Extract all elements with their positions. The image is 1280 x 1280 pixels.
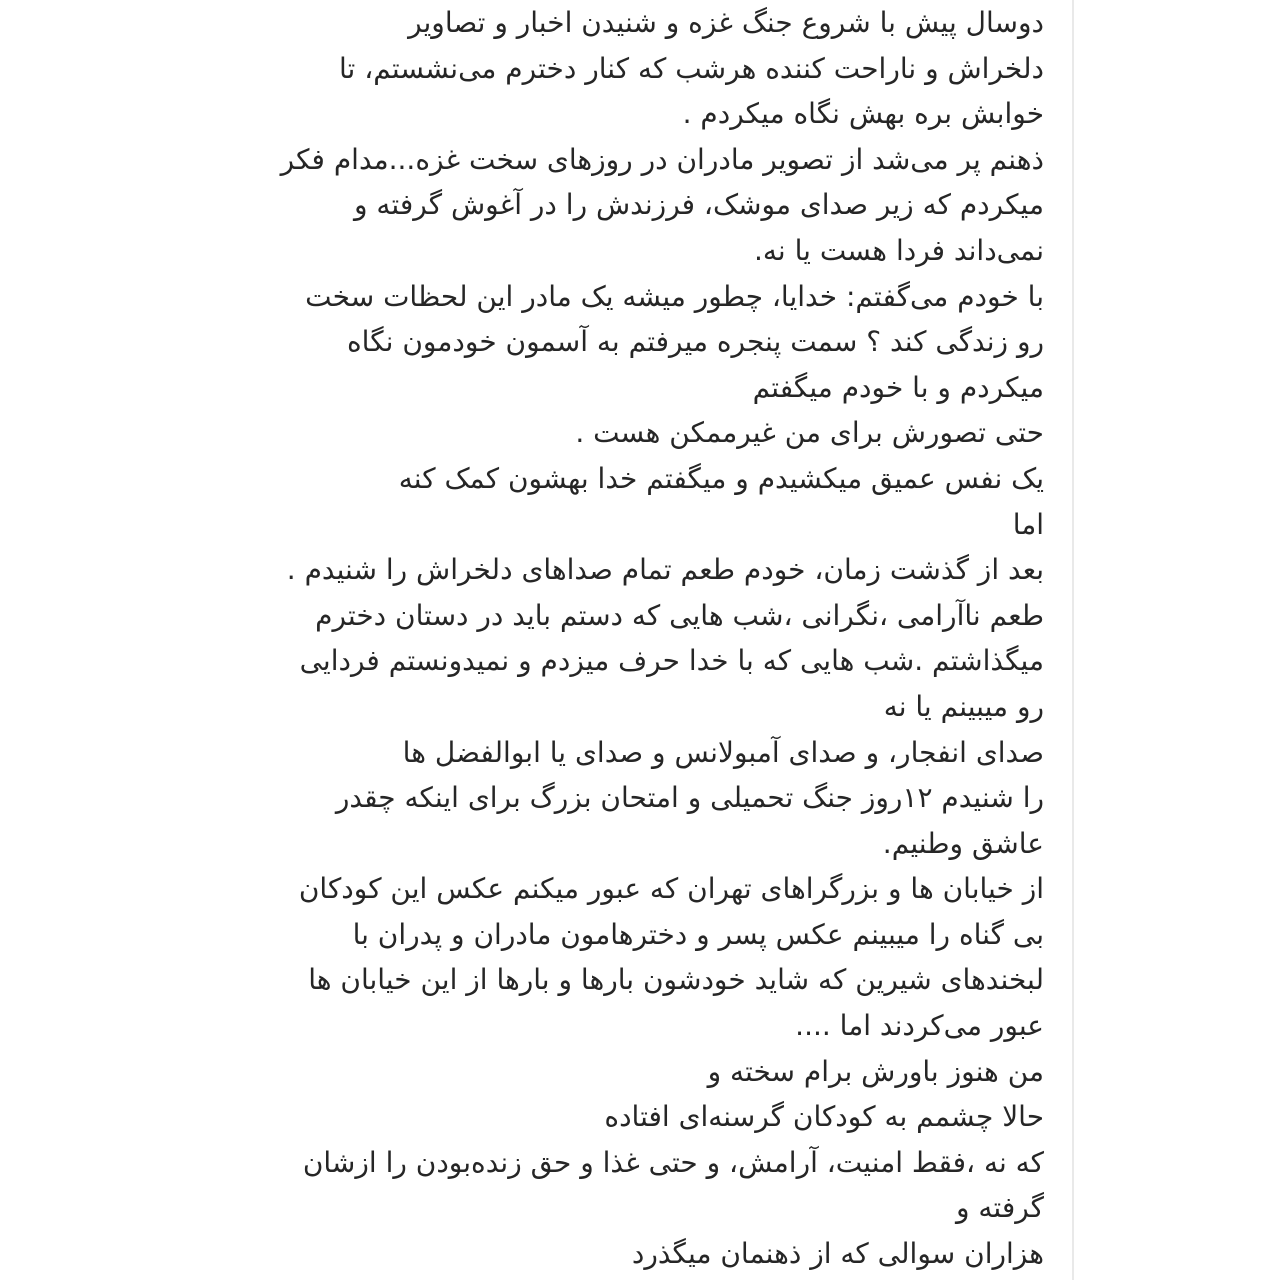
text-line: عبور می‌کردند اما .... — [795, 1009, 1044, 1043]
text-line: لبخندهای شیرین که شاید خودشون بارها و بارها از این خیابان ها — [308, 963, 1044, 997]
text-line: میگذاشتم .شب هایی که با خدا حرف میزدم و نمیدونستم فردایی — [299, 644, 1044, 678]
text-line: اما — [1012, 507, 1044, 541]
text-line: را شنیدم ۱۲روز جنگ تحمیلی و امتحان بزرگ برای اینکه چقدر — [335, 781, 1044, 815]
text-line: رو میبینم یا نه — [883, 689, 1044, 723]
persian-text-block — [234, 0, 1044, 1277]
text-line: گرفته و — [955, 1191, 1044, 1225]
text-line: با خودم می‌گفتم: خدایا، چطور میشه یک مادر این لحظات سخت — [305, 279, 1044, 313]
text-line: عاشق وطنیم. — [882, 826, 1044, 860]
text-line: از خیابان ها و بزرگراهای تهران که عبور میکنم عکس این کودکان — [298, 872, 1044, 906]
text-line: نمی‌داند فردا هست یا نه. — [753, 233, 1044, 267]
text-line: حتی تصورش برای من غیرممکن هست . — [575, 416, 1044, 450]
text-line: خوابش بره بهش نگاه میکردم . — [682, 97, 1044, 131]
vertical-divider — [1072, 0, 1074, 1280]
text-line: هزاران سوالی که از ذهنمان میگذرد — [631, 1237, 1044, 1271]
text-line: میکردم و با خودم میگفتم — [752, 370, 1044, 404]
text-line: دوسال پیش با شروع جنگ غزه و شنیدن اخبار و تصاویر — [408, 6, 1044, 39]
text-line: حالا چشمم به کودکان گرسنه‌ای افتاده — [604, 1100, 1044, 1134]
text-line: رو زندگی کند ؟ سمت پنجره میرفتم به آسمون خودمون نگاه — [347, 325, 1044, 359]
text-line: طعم ناآرامی ،نگرانی ،شب هایی که دستم باید در دستان دخترم — [315, 598, 1044, 632]
text-line: بعد از گذشت زمان، خودم طعم تمام صداهای دلخراش را شنیدم . — [286, 553, 1044, 587]
text-line: میکردم که زیر صدای موشک، فرزندش را در آغوش گرفته و — [354, 188, 1044, 222]
text-line: ذهنم پر می‌شد از تصویر مادران در روزهای سخت غزه...مدام فکر — [280, 142, 1044, 176]
text-line: من هنوز باورش برام سخته و — [707, 1054, 1044, 1088]
text-line: دلخراش و ناراحت کننده هرشب که کنار دخترم می‌نشستم، تا — [338, 51, 1044, 85]
text-line: که نه ،فقط امنیت، آرامش، و حتی غذا و حق زنده‌بودن را ازشان — [302, 1145, 1044, 1179]
text-line: بی گناه را میبینم عکس پسر و دخترهامون مادران و پدران با — [352, 917, 1044, 951]
text-line: یک نفس عمیق میکشیدم و میگفتم خدا بهشون کمک کنه — [398, 461, 1044, 495]
text-line: صدای انفجار، و صدای آمبولانس و صدای یا ابوالفضل ها — [402, 735, 1044, 769]
